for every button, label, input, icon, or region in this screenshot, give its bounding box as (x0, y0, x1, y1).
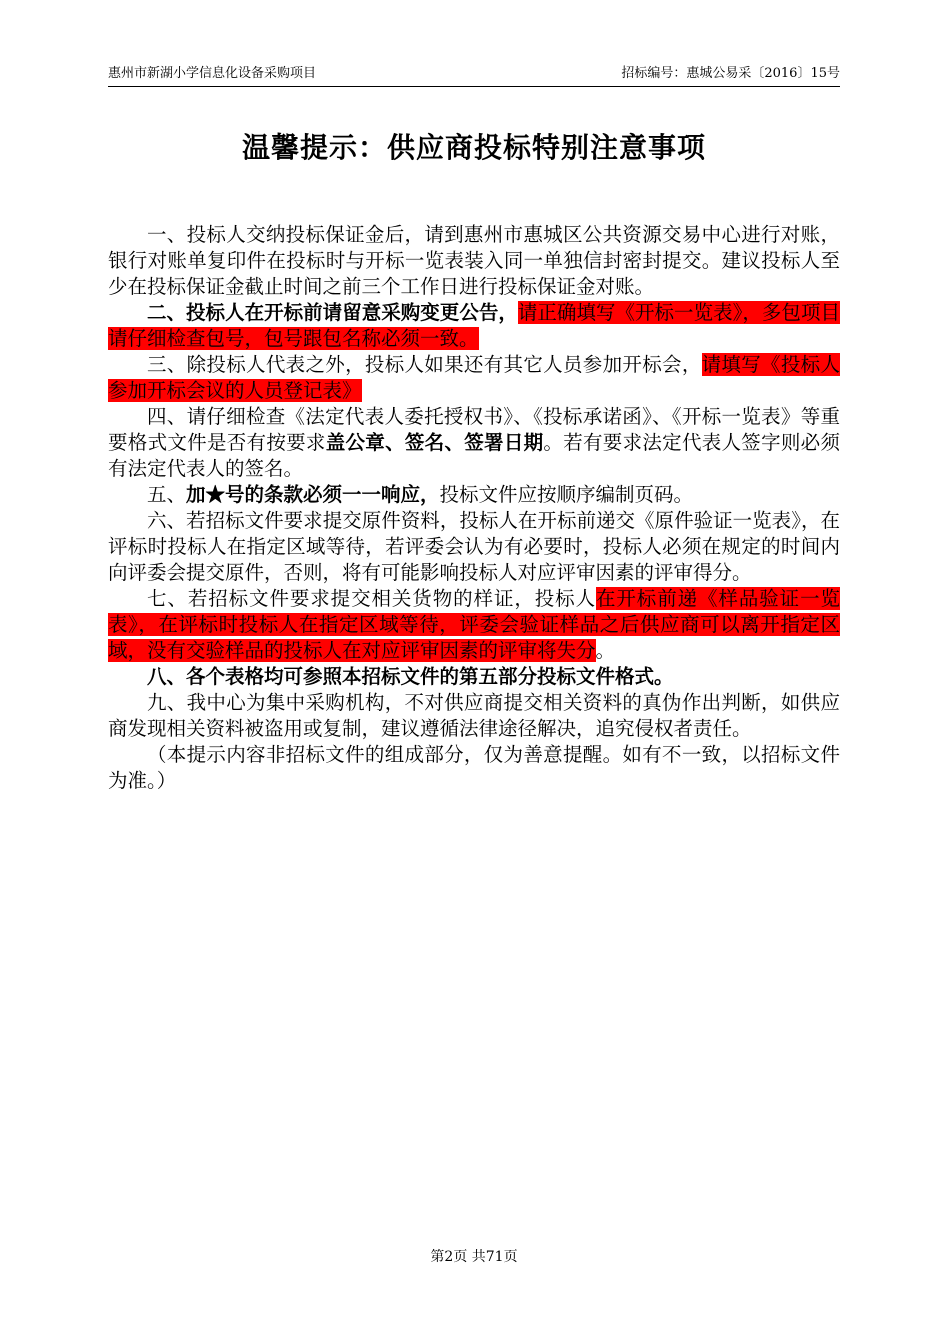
item-3-highlight: 请填写《投标人参加开标会议的人员登记表》 (108, 353, 840, 402)
item-5-text: 投标文件应按顺序编制页码。 (439, 483, 694, 506)
disclaimer (108, 742, 840, 794)
item-4-bold: 盖公章、签名、签署日期 (325, 431, 544, 454)
disclaimer-text: （本提示内容非招标文件的组成部分，仅为善意提醒。如有不一致，以招标文件为准。） (108, 743, 840, 792)
notice-body (108, 222, 840, 794)
item-1 (108, 222, 840, 300)
item-4 (108, 404, 840, 482)
item-2-highlight: 请正确填写《开标一览表》，多包项目请仔细检查包号，包号跟包名称必须一致。 (108, 301, 840, 350)
item-2 (108, 300, 840, 352)
item-1-text: 一、投标人交纳投标保证金后，请到惠州市惠城区公共资源交易中心进行对账，银行对账单复印件在投标时与开标一览表装入同一单独信封密封提交。建议投标人至少在投标保证金截止时间之前三个工作日进行投标保证金对账。 (108, 223, 840, 298)
item-4-text-b: 。若有要求法定代表人签字则必须有法定代表人的签名。 (108, 431, 840, 480)
item-9 (108, 690, 840, 742)
item-5 (108, 482, 840, 508)
item-8 (108, 664, 840, 690)
header-project-name: 惠州市新湖小学信息化设备采购项目 (108, 66, 317, 81)
item-9-text: 九、我中心为集中采购机构，不对供应商提交相关资料的真伪作出判断，如供应商发现相关资料被盗用或复制，建议遵循法律途径解决，追究侵权者责任。 (108, 691, 840, 740)
item-7-highlight: 在开标前递《样品验证一览表》，在评标时投标人在指定区域等待，评委会验证样品之后供应商可以离开指定区域，没有交验样品的投标人在对应评审因素的评审将失分 (108, 587, 840, 662)
page-header (108, 66, 840, 87)
item-3-text: 三、除投标人代表之外，投标人如果还有其它人员参加开标会， (147, 353, 702, 376)
item-7-end: 。 (595, 639, 616, 662)
item-2-bold: 二、投标人在开标前请留意采购变更公告， (147, 301, 518, 324)
item-4-text-a: 四、请仔细检查《法定代表人委托授权书》、《投标承诺函》、《开标一览表》等重要格式文件是否有按要求 (108, 405, 840, 454)
item-6-text: 六、若招标文件要求提交原件资料，投标人在开标前递交《原件验证一览表》，在评标时投标人在指定区域等待，若评委会认为有必要时，投标人必须在规定的时间内向评委会提交原件，否则，将有可能影响投标人对应评审因素的评审得分。 (108, 509, 840, 584)
page-title: 温馨提示：供应商投标特别注意事项 (241, 131, 706, 164)
item-7-text: 七、若招标文件要求提交相关货物的样证，投标人 (147, 587, 596, 610)
item-5-prefix: 五、 (147, 483, 187, 506)
page-number: 第2页 共71页 (430, 1249, 518, 1265)
item-8-bold: 八、各个表格均可参照本招标文件的第五部分投标文件格式。 (147, 665, 674, 688)
item-5-bold: 加★号的条款必须一一响应， (186, 483, 440, 506)
item-7 (108, 586, 840, 664)
item-3 (108, 352, 840, 404)
item-6 (108, 508, 840, 586)
header-tender-number: 招标编号：惠城公易采〔2016〕15号 (621, 66, 840, 81)
